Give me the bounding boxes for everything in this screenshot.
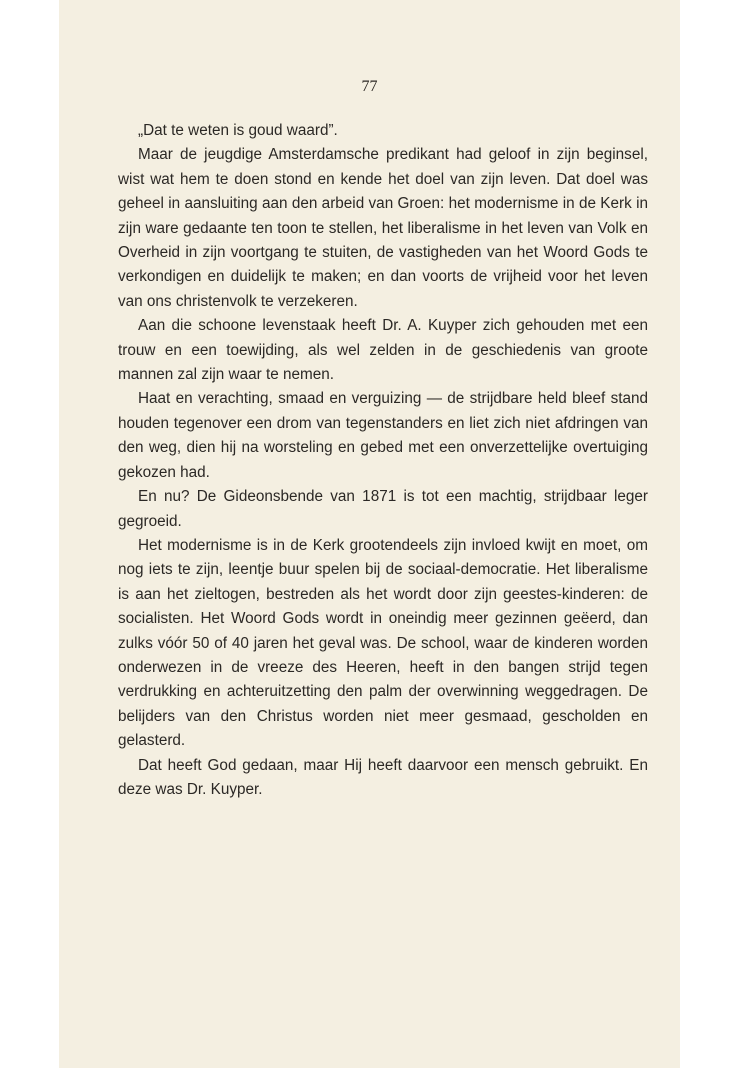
paragraph: Haat en verachting, smaad en verguizing — de strijdbare held bleef stand houden tegenover een drom van tegenstanders en liet zich niet afdringen van den weg, dien hij na worsteling en gebed met een onverzettelijke overtuiging gekozen had. [118,390,648,481]
body-text [118,119,648,802]
paragraph: Aan die schoone levenstaak heeft Dr. A. Kuyper zich gehouden met een trouw en een toewijding, als wel zelden in de geschiedenis van groote mannen zal zijn waar te nemen. [118,317,648,384]
book-page [59,0,680,1068]
paragraph: Het modernisme is in de Kerk grootendeels zijn invloed kwijt en moet, om nog iets te zijn, leentje buur spelen bij de sociaal-democratie. Het liberalisme is aan het zieltogen, bestreden als het wordt door zijn geestes-kinderen: de socialisten. Het Woord Gods wordt in oneindig meer gezinnen geëerd, dan zulks vóór 50 of 40 jaren het geval was. De school, waar de kinderen worden onderwezen in de vreeze des Heeren, heeft in den bangen strijd tegen verdrukking en achteruitzetting den palm der overwinning weggedragen. De belijders van den Christus worden niet meer gesmaad, gescholden en gelasterd. [118,536,648,750]
paragraph: Maar de jeugdige Amsterdamsche predikant had geloof in zijn beginsel, wist wat hem te doen stond en kende het doel van zijn leven. Dat doel was geheel in aansluiting aan den arbeid van Groen: het modernisme in de Kerk in zijn ware gedaante ten toon te stellen, het liberalisme in het leven van Volk en Overheid in zijn voortgang te stuiten, de vastigheden van het Woord Gods te verkondigen en duidelijk te maken; en dan voorts de vrijheid voor het leven van ons christenvolk te verzekeren. [118,146,648,310]
paragraph: En nu? De Gideonsbende van 1871 is tot een machtig, strijdbaar leger gegroeid. [118,488,648,530]
paragraph: „Dat te weten is goud waard”. [138,122,338,139]
page-number: 77 [361,78,378,95]
paragraph: Dat heeft God gedaan, maar Hij heeft daarvoor een mensch gebruikt. En deze was Dr. Kuyper. [118,756,648,798]
